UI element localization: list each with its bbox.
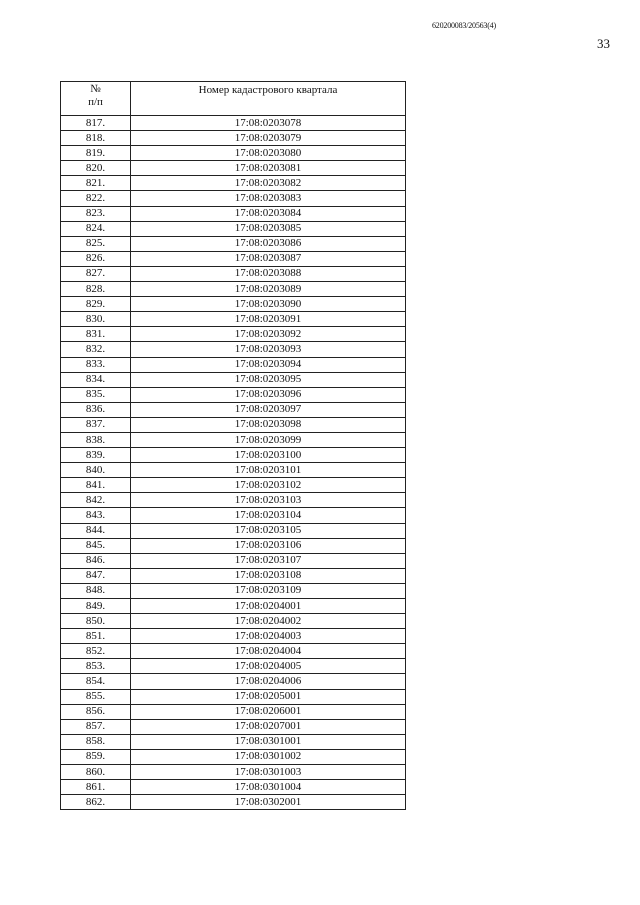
row-number-cell: 853. [61,659,131,674]
row-number-cell: 860. [61,765,131,780]
cadastral-quarter-cell: 17:08:0203090 [131,297,406,312]
cadastral-quarter-cell: 17:08:0203082 [131,176,406,191]
cadastral-quarter-cell: 17:08:0203096 [131,387,406,402]
row-number-cell: 836. [61,402,131,417]
col-number-header-line2: п/п [88,96,103,108]
table-row [61,387,406,402]
row-number-cell: 840. [61,463,131,478]
table-row [61,734,406,749]
table-body [61,116,406,810]
table-row [61,674,406,689]
row-number-cell: 838. [61,432,131,447]
table-row [61,553,406,568]
row-number-cell: 857. [61,719,131,734]
row-number-cell: 845. [61,538,131,553]
col-quarter-header: Номер кадастрового квартала [131,82,406,116]
table-row [61,417,406,432]
row-number-cell: 850. [61,614,131,629]
row-number-cell: 825. [61,236,131,251]
row-number-cell: 861. [61,780,131,795]
table-row [61,689,406,704]
cadastral-quarter-cell: 17:08:0203094 [131,357,406,372]
table-row [61,251,406,266]
table-row [61,508,406,523]
table-header-row [61,82,406,116]
cadastral-quarter-cell: 17:08:0204001 [131,599,406,614]
table-row [61,659,406,674]
cadastral-quarter-cell: 17:08:0301004 [131,780,406,795]
row-number-cell: 821. [61,176,131,191]
cadastral-quarter-cell: 17:08:0203088 [131,266,406,281]
row-number-cell: 828. [61,282,131,297]
table-row [61,432,406,447]
row-number-cell: 837. [61,417,131,432]
cadastral-quarter-cell: 17:08:0203078 [131,116,406,131]
cadastral-quarter-cell: 17:08:0203086 [131,236,406,251]
cadastral-quarter-cell: 17:08:0203100 [131,448,406,463]
row-number-cell: 818. [61,131,131,146]
cadastral-quarter-cell: 17:08:0203079 [131,131,406,146]
cadastral-quarter-cell: 17:08:0205001 [131,689,406,704]
cadastral-quarter-cell: 17:08:0203104 [131,508,406,523]
row-number-cell: 830. [61,312,131,327]
cadastral-quarter-cell: 17:08:0203081 [131,161,406,176]
table-row [61,221,406,236]
cadastral-quarter-cell: 17:08:0203095 [131,372,406,387]
cadastral-quarter-cell: 17:08:0203092 [131,327,406,342]
table-row [61,568,406,583]
cadastral-quarter-cell: 17:08:0203108 [131,568,406,583]
cadastral-quarter-cell: 17:08:0203093 [131,342,406,357]
row-number-cell: 859. [61,749,131,764]
table-row [61,765,406,780]
row-number-cell: 852. [61,644,131,659]
cadastral-quarter-cell: 17:08:0207001 [131,719,406,734]
row-number-cell: 835. [61,387,131,402]
table-row [61,191,406,206]
row-number-cell: 849. [61,599,131,614]
cadastral-quarter-cell: 17:08:0203087 [131,251,406,266]
cadastral-quarter-cell: 17:08:0203101 [131,463,406,478]
table-row [61,372,406,387]
cadastral-quarter-cell: 17:08:0203106 [131,538,406,553]
cadastral-quarter-cell: 17:08:0203080 [131,146,406,161]
row-number-cell: 831. [61,327,131,342]
row-number-cell: 842. [61,493,131,508]
page-number: 33 [597,36,610,51]
row-number-cell: 839. [61,448,131,463]
row-number-cell: 858. [61,734,131,749]
table-row [61,131,406,146]
table-row [61,448,406,463]
row-number-cell: 823. [61,206,131,221]
cadastral-quarter-cell: 17:08:0203103 [131,493,406,508]
cadastral-quarter-cell: 17:08:0203107 [131,553,406,568]
row-number-cell: 827. [61,266,131,281]
table-row [61,795,406,810]
row-number-cell: 856. [61,704,131,719]
table-row [61,282,406,297]
cadastral-quarter-cell: 17:08:0203083 [131,191,406,206]
cadastral-quarter-cell: 17:08:0203102 [131,478,406,493]
table-row [61,780,406,795]
cadastral-quarter-cell: 17:08:0204003 [131,629,406,644]
row-number-cell: 862. [61,795,131,810]
table-row [61,523,406,538]
table-row [61,266,406,281]
row-number-cell: 832. [61,342,131,357]
cadastral-quarter-cell: 17:08:0203109 [131,583,406,598]
table-row [61,538,406,553]
cadastral-quarter-cell: 17:08:0203089 [131,282,406,297]
table-row [61,357,406,372]
table-row [61,463,406,478]
row-number-cell: 855. [61,689,131,704]
table-row [61,719,406,734]
row-number-cell: 819. [61,146,131,161]
document-code: 620200083/20563(4) [432,21,496,30]
row-number-cell: 824. [61,221,131,236]
cadastral-quarter-cell: 17:08:0204005 [131,659,406,674]
cadastral-quarter-cell: 17:08:0206001 [131,704,406,719]
row-number-cell: 847. [61,568,131,583]
table-row [61,161,406,176]
table-row [61,206,406,221]
cadastral-quarter-cell: 17:08:0203084 [131,206,406,221]
cadastral-quarters-table [60,81,406,810]
cadastral-quarter-cell: 17:08:0301002 [131,749,406,764]
cadastral-quarter-cell: 17:08:0204004 [131,644,406,659]
table-row [61,297,406,312]
table-row [61,704,406,719]
row-number-cell: 846. [61,553,131,568]
row-number-cell: 848. [61,583,131,598]
table-row [61,342,406,357]
cadastral-quarter-cell: 17:08:0203098 [131,417,406,432]
row-number-cell: 826. [61,251,131,266]
row-number-cell: 841. [61,478,131,493]
table-row [61,116,406,131]
table-row [61,402,406,417]
cadastral-quarter-cell: 17:08:0301003 [131,765,406,780]
cadastral-quarter-cell: 17:08:0301001 [131,734,406,749]
table-row [61,312,406,327]
cadastral-quarter-cell: 17:08:0204002 [131,614,406,629]
col-number-header-line1: № [90,83,101,95]
table-row [61,599,406,614]
row-number-cell: 843. [61,508,131,523]
table-row [61,478,406,493]
cadastral-quarter-cell: 17:08:0203099 [131,432,406,447]
row-number-cell: 844. [61,523,131,538]
cadastral-quarter-cell: 17:08:0203085 [131,221,406,236]
row-number-cell: 817. [61,116,131,131]
table-row [61,583,406,598]
cadastral-quarter-cell: 17:08:0203105 [131,523,406,538]
table-row [61,236,406,251]
table-row [61,614,406,629]
table-row [61,176,406,191]
table-row [61,493,406,508]
table-row [61,146,406,161]
table-row [61,644,406,659]
row-number-cell: 834. [61,372,131,387]
cadastral-quarter-cell: 17:08:0203097 [131,402,406,417]
table-row [61,327,406,342]
row-number-cell: 833. [61,357,131,372]
col-number-header [61,82,131,116]
row-number-cell: 854. [61,674,131,689]
row-number-cell: 829. [61,297,131,312]
cadastral-quarter-cell: 17:08:0204006 [131,674,406,689]
table-row [61,629,406,644]
cadastral-quarter-cell: 17:08:0302001 [131,795,406,810]
row-number-cell: 822. [61,191,131,206]
cadastral-quarter-cell: 17:08:0203091 [131,312,406,327]
row-number-cell: 820. [61,161,131,176]
row-number-cell: 851. [61,629,131,644]
table-row [61,749,406,764]
